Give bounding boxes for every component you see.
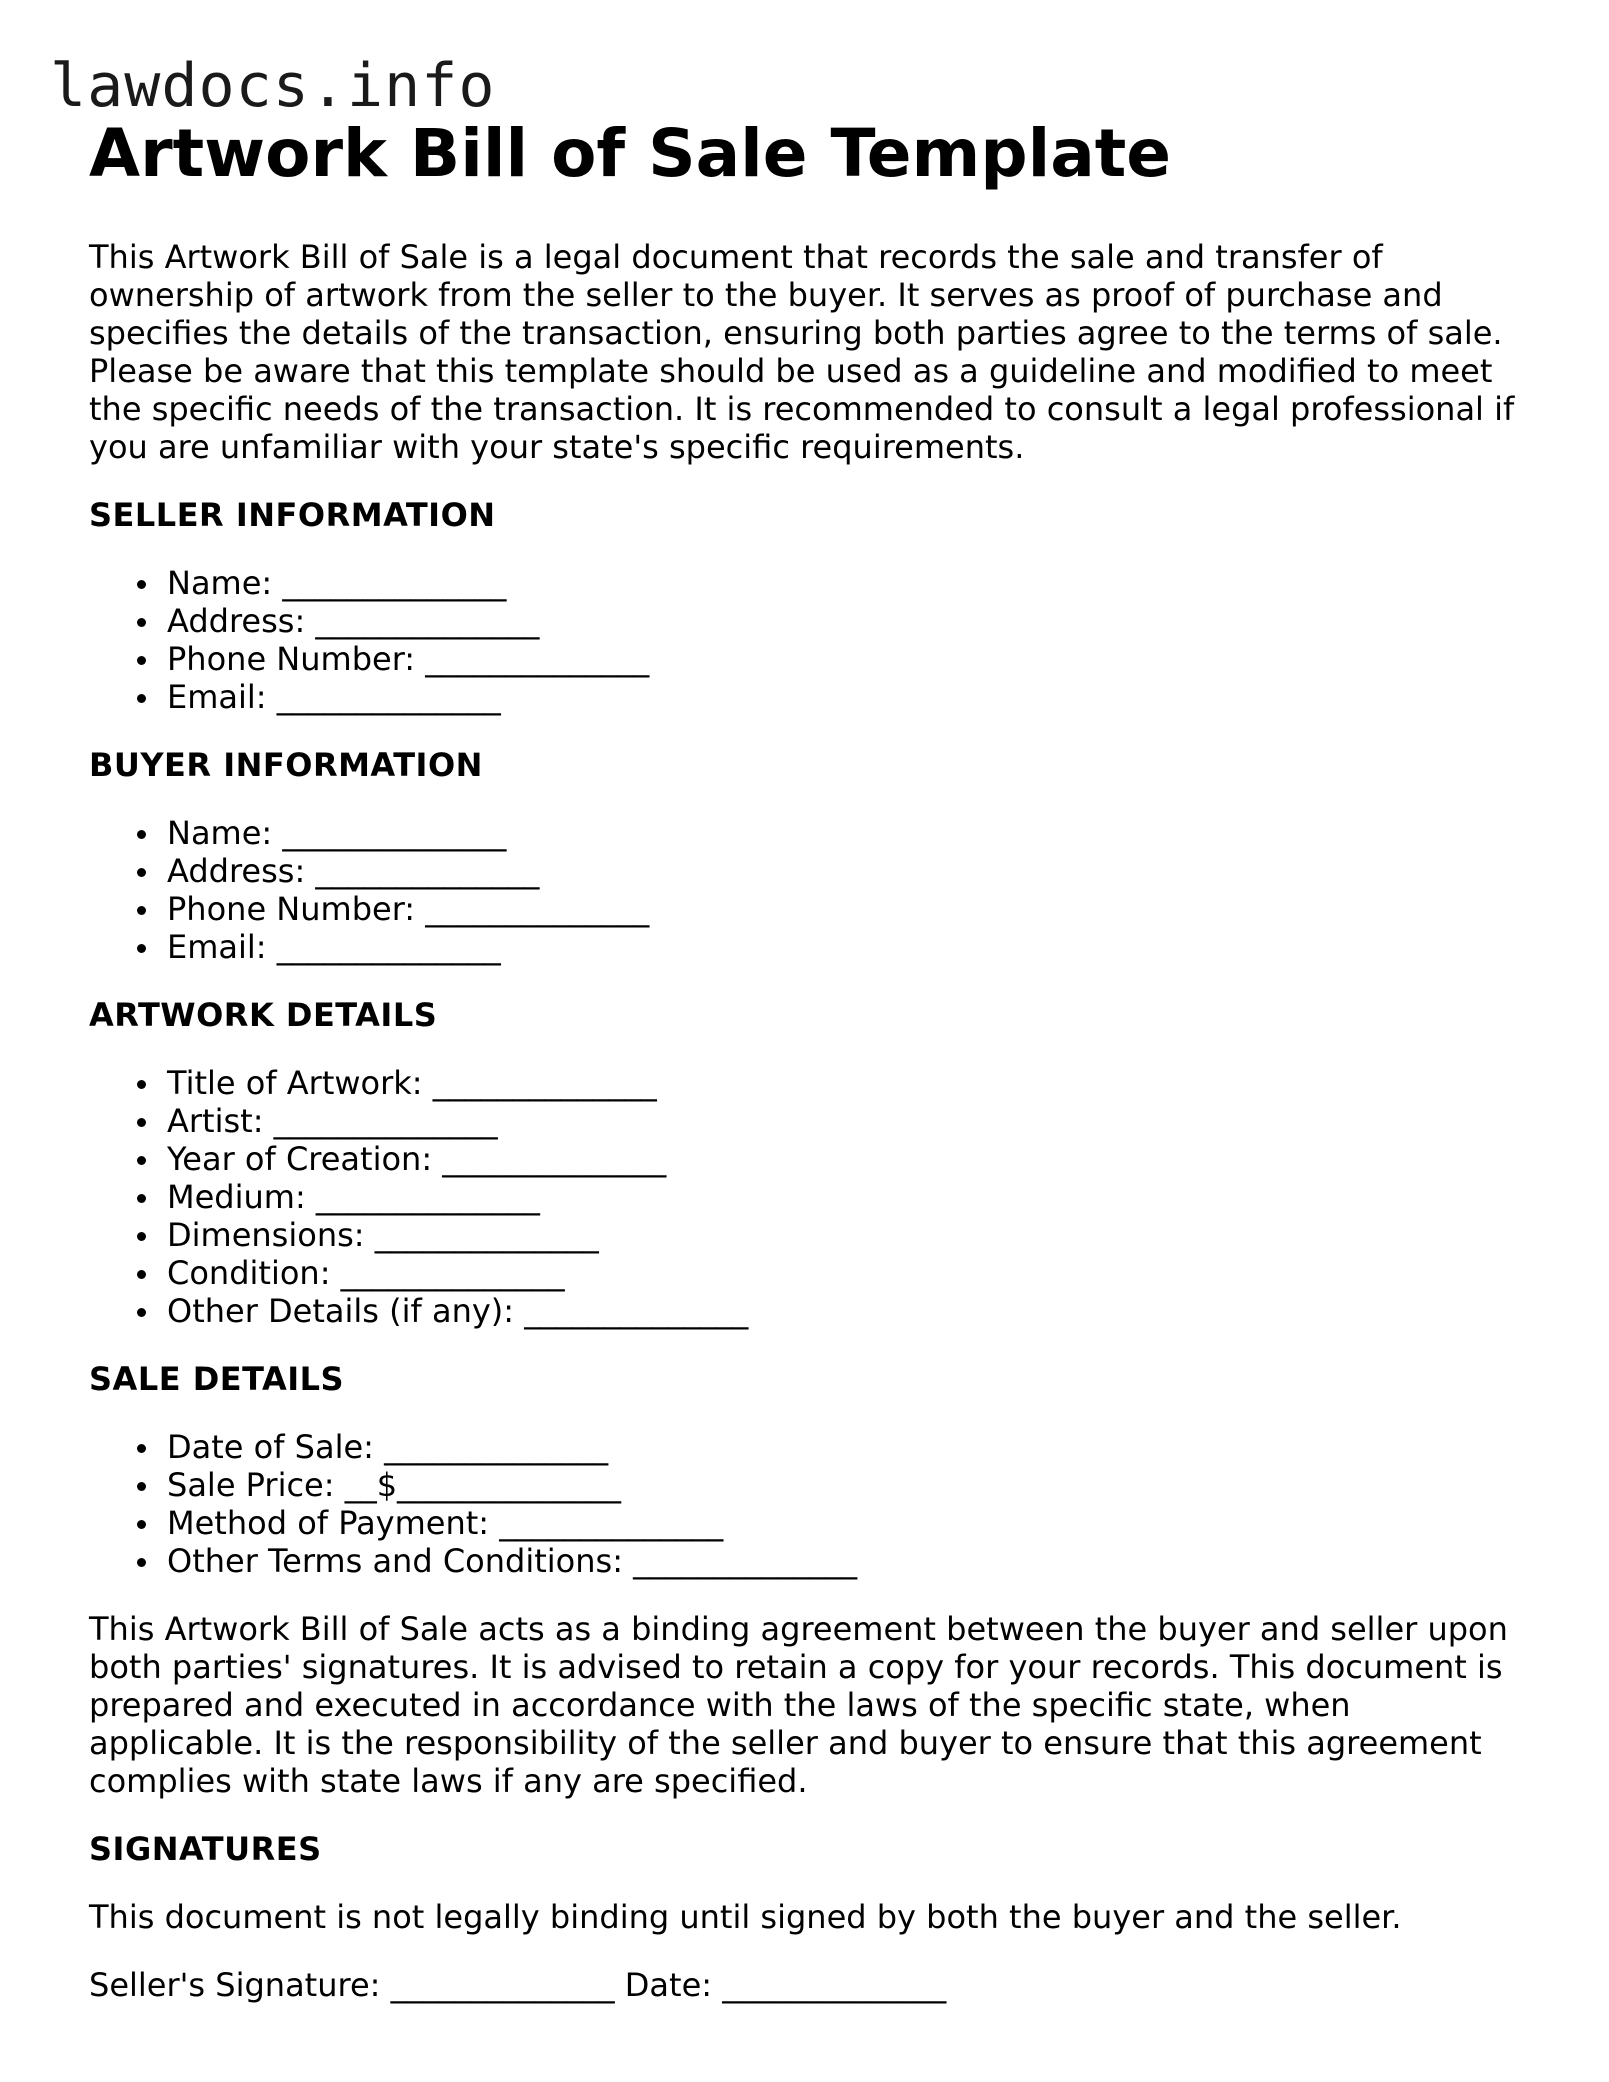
intro-paragraph: This Artwork Bill of Sale is a legal document that records the sale and transfer of ownership of artwork from the seller to the buyer. It serves as proof of purchase and specifies the details of the transaction, ensuring both parties agree to the terms of sale. Please be aware that this template should be used as a guideline and modified to meet the specific needs of the transaction. It is recommended to consult a legal professional if you are unfamiliar with your state's specific requirements. <box>89 238 1515 466</box>
artwork-medium-field: Medium: ______________ <box>167 1178 1529 1216</box>
seller-phone-field: Phone Number: ______________ <box>167 640 1529 678</box>
seller-email-field: Email: ______________ <box>167 678 1529 716</box>
sale-date-field: Date of Sale: ______________ <box>167 1428 1529 1466</box>
artwork-title-field: Title of Artwork: ______________ <box>167 1064 1529 1102</box>
seller-name-field: Name: ______________ <box>167 564 1529 602</box>
signatures-heading: SIGNATURES <box>89 1830 322 1868</box>
artwork-details-heading: ARTWORK DETAILS <box>89 996 438 1034</box>
artwork-year-field: Year of Creation: ______________ <box>167 1140 1529 1178</box>
artwork-other-details-field: Other Details (if any): ______________ <box>167 1292 1529 1330</box>
buyer-information-heading: BUYER INFORMATION <box>89 746 483 784</box>
artwork-artist-field: Artist: ______________ <box>167 1102 1529 1140</box>
artwork-condition-field: Condition: ______________ <box>167 1254 1529 1292</box>
sale-other-terms-field: Other Terms and Conditions: ______________ <box>167 1542 1529 1580</box>
artwork-dimensions-field: Dimensions: ______________ <box>167 1216 1529 1254</box>
buyer-email-field: Email: ______________ <box>167 928 1529 966</box>
seller-information-heading: SELLER INFORMATION <box>89 496 496 534</box>
seller-information-list <box>89 564 1529 716</box>
buyer-phone-field: Phone Number: ______________ <box>167 890 1529 928</box>
buyer-address-field: Address: ______________ <box>167 852 1529 890</box>
sale-details-heading: SALE DETAILS <box>89 1360 345 1398</box>
signatures-note: This document is not legally binding until signed by both the buyer and the seller. <box>89 1898 1402 1936</box>
seller-address-field: Address: ______________ <box>167 602 1529 640</box>
closing-paragraph: This Artwork Bill of Sale acts as a binding agreement between the buyer and seller upon both parties' signatures. It is advised to retain a copy for your records. This document is prepared and executed in accordance with the laws of the specific state, when applicable. It is the responsibility of the seller and buyer to ensure that this agreement complies with state laws if any are specified. <box>89 1610 1508 1800</box>
sale-payment-method-field: Method of Payment: ______________ <box>167 1504 1529 1542</box>
sale-details-list <box>89 1428 1529 1580</box>
sale-price-field: Sale Price: __$______________ <box>167 1466 1529 1504</box>
site-name: lawdocs.info <box>50 51 496 121</box>
document-body <box>89 110 1529 2004</box>
buyer-name-field: Name: ______________ <box>167 814 1529 852</box>
seller-signature-line: Seller's Signature: ______________ Date: ______________ <box>89 1966 947 2004</box>
document-title: Artwork Bill of Sale Template <box>89 115 1172 192</box>
artwork-details-list <box>89 1064 1529 1330</box>
buyer-information-list <box>89 814 1529 966</box>
